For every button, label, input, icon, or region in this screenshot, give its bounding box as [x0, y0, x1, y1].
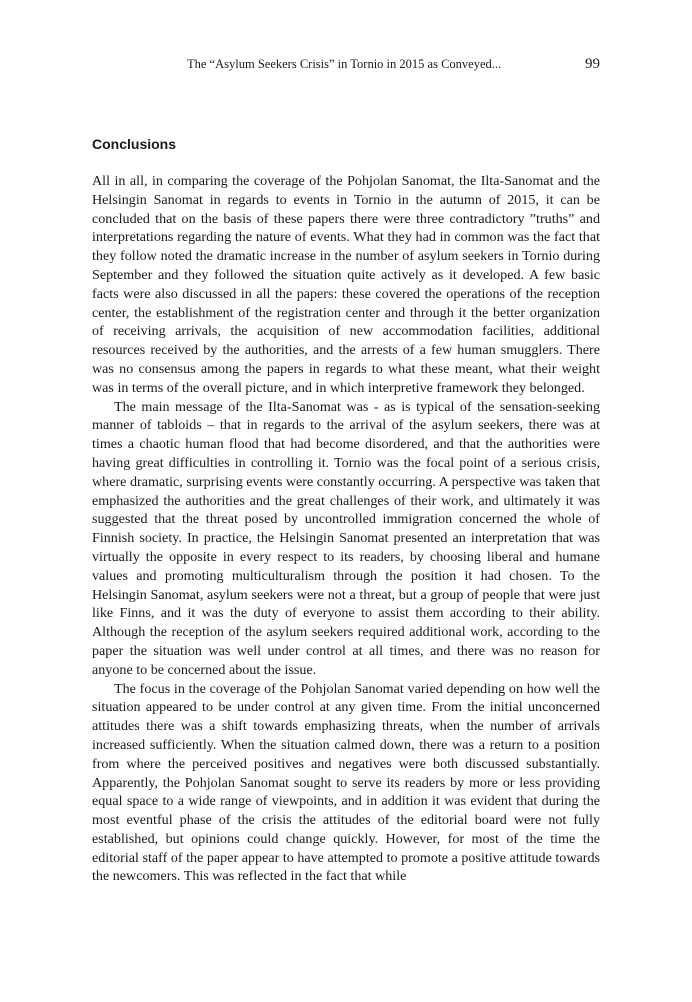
body-text: [92, 172, 600, 886]
running-header: [92, 54, 600, 74]
page-number: 99: [585, 56, 600, 72]
section-heading: Conclusions: [92, 136, 177, 152]
running-title: The “Asylum Seekers Crisis” in Tornio in 2015 as Conveyed...: [187, 57, 502, 71]
paragraph-1: All in all, in comparing the coverage of the Pohjolan Sanomat, the Ilta-Sanomat and the Helsingin Sanomat in regards to events in Tornio in the autumn of 2015, it can be concluded that on the basis of these papers there were three contradictory ”truths” and interpretations regarding the nature of events. What they had in common was the fact that they follow noted the dramatic increase in the number of asylum seekers in Tornio during September and they followed the situation quite actively as it developed. A few basic facts were also discussed in all the papers: these covered the operations of the reception center, the establishment of the registration center and through it the better organization of receiving arrivals, the acquisition of new accommodation facilities, additional resources received by the authorities, and the arrests of a few human smugglers. There was no consensus among the papers in regards to what these meant, what their weight was in terms of the overall picture, and in which interpretive framework they belonged.: [92, 173, 600, 396]
paragraph-2: The main message of the Ilta-Sanomat was - as is typical of the sensation-seeking manner of tabloids – that in regards to the arrival of the asylum seekers, there was at times a chaotic human flood that had become disordered, and that the authorities were having great difficulties in controlling it. Tornio was the focal point of a serious crisis, where dramatic, surprising events were constantly occurring. A perspective was taken that emphasized the authorities and the great challenges of their work, and ultimately it was suggested that the threat posed by uncontrolled immigration concerned the whole of Finnish society. In practice, the Helsingin Sanomat presented an interpretation that was virtually the opposite in every respect to its readers, by choosing liberal and humane values and promoting multiculturalism through the position it had chosen. To the Helsingin Sanomat, asylum seekers were not a threat, but a group of people that were just like Finns, and it was the duty of everyone to assist them according to their ability. Although the reception of the asylum seekers required additional work, according to the paper the situation was well under control at all times, and there was no reason for anyone to be concerned about the issue.: [92, 398, 600, 678]
paragraph-3: The focus in the coverage of the Pohjolan Sanomat varied depending on how well the situation appeared to be under control at any given time. From the initial unconcerned attitudes there was a shift towards emphasizing threats, when the number of arrivals increased sufficiently. When the situation calmed down, there was a return to a position from where the perceived positives and negatives were both discussed substantially. Apparently, the Pohjolan Sanomat sought to serve its readers by more or less providing equal space to a wide range of viewpoints, and in addition it was evident that during the most eventful phase of the crisis the attitudes of the editorial board were not fully established, but opinions could change quickly. However, for most of the time the editorial staff of the paper appear to have attempted to promote a positive attitude towards the newcomers. This was reflected in the fact that while: [92, 680, 600, 885]
